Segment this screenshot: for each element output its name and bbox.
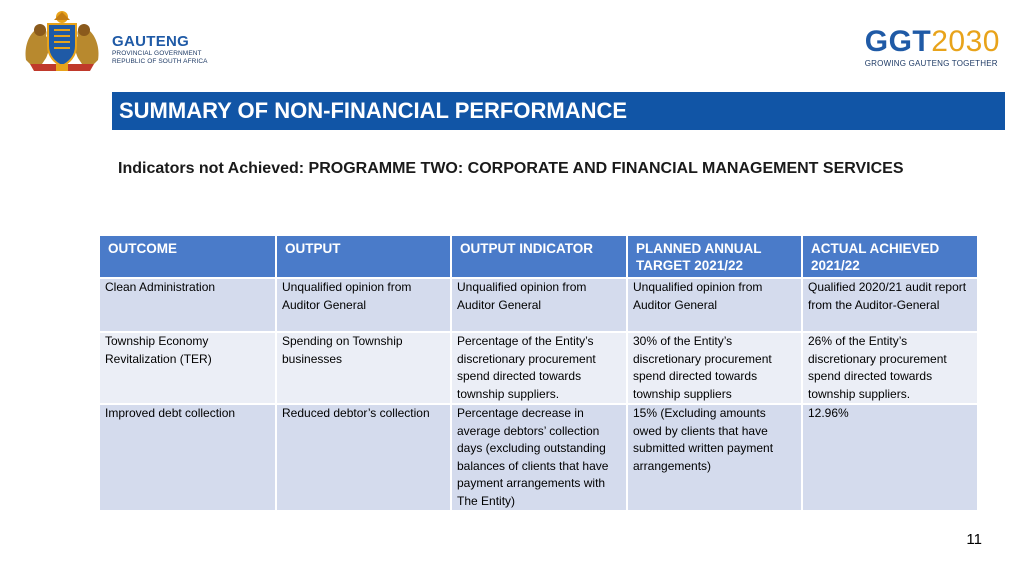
cell-output-indicator: Unqualified opinion from Auditor General xyxy=(451,278,627,332)
cell-actual-achieved: 26% of the Entity’s discretionary procurement spend directed towards township suppliers. xyxy=(802,332,978,404)
cell-output: Reduced debtor’s collection xyxy=(276,404,451,511)
ggt2030-wordmark xyxy=(865,26,1000,58)
gauteng-subline-2: REPUBLIC OF SOUTH AFRICA xyxy=(112,58,208,65)
page-title: SUMMARY OF NON-FINANCIAL PERFORMANCE xyxy=(119,98,628,123)
table-header-row xyxy=(100,236,978,278)
gauteng-name: GAUTENG xyxy=(112,33,190,50)
title-bar xyxy=(112,92,1005,130)
ggt-tagline: GROWING GAUTENG TOGETHER xyxy=(864,59,998,68)
page-number: 11 xyxy=(966,531,982,548)
table-row xyxy=(100,332,978,404)
cell-outcome: Clean Administration xyxy=(100,278,276,332)
header-outcome: OUTCOME xyxy=(100,236,276,278)
header-planned-target: PLANNED ANNUAL TARGET 2021/22 xyxy=(627,236,802,278)
ggt2030-logo xyxy=(865,26,1000,68)
header-actual-achieved: ACTUAL ACHIEVED 2021/22 xyxy=(802,236,978,278)
cell-actual-achieved: 12.96% xyxy=(802,404,978,511)
cell-output: Unqualified opinion from Auditor General xyxy=(276,278,451,332)
cell-output-indicator: Percentage decrease in average debtors’ collection days (excluding outstanding balances of clients that have payment arrangements with The Entity) xyxy=(451,404,627,511)
cell-actual-achieved: Qualified 2020/21 audit report from the Auditor-General xyxy=(802,278,978,332)
cell-output: Spending on Township businesses xyxy=(276,332,451,404)
gauteng-coat-of-arms-icon xyxy=(16,8,108,74)
gauteng-subline-1: PROVINCIAL GOVERNMENT xyxy=(112,50,202,57)
header-output-indicator: OUTPUT INDICATOR xyxy=(451,236,627,278)
cell-output-indicator: Percentage of the Entity’s discretionary procurement spend directed towards township suppliers. xyxy=(451,332,627,404)
cell-planned-target: Unqualified opinion from Auditor General xyxy=(627,278,802,332)
cell-planned-target: 30% of the Entity’s discretionary procurement spend directed towards township suppliers xyxy=(627,332,802,404)
performance-table xyxy=(100,236,979,512)
gauteng-wordmark xyxy=(112,34,208,66)
ggt-year: 2030 xyxy=(931,25,1000,58)
header-output: OUTPUT xyxy=(276,236,451,278)
cell-planned-target: 15% (Excluding amounts owed by clients that have submitted written payment arrangements) xyxy=(627,404,802,511)
cell-outcome: Improved debt collection xyxy=(100,404,276,511)
ggt-letters: GGT xyxy=(864,25,932,58)
table-row xyxy=(100,404,978,511)
table-row xyxy=(100,278,978,332)
section-subtitle: Indicators not Achieved: PROGRAMME TWO: CORPORATE AND FINANCIAL MANAGEMENT SERVICES xyxy=(118,160,904,177)
cell-outcome: Township Economy Revitalization (TER) xyxy=(100,332,276,404)
